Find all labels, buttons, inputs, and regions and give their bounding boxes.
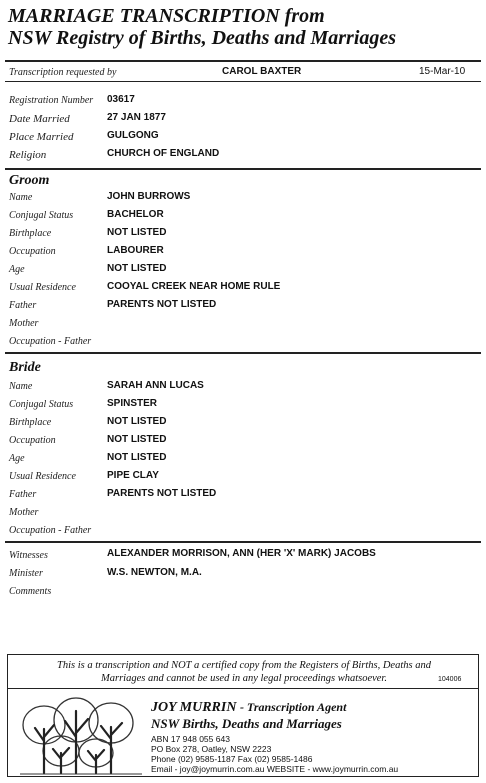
field-label: Father <box>9 300 37 311</box>
field-value: BACHELOR <box>107 209 164 220</box>
field-value: JOHN BURROWS <box>107 191 191 202</box>
field-value: SARAH ANN LUCAS <box>107 380 204 391</box>
field-value: ALEXANDER MORRISON, ANN (HER 'X' MARK) JACOBS <box>107 548 376 559</box>
request-date: 15-Mar-10 <box>419 66 466 77</box>
document-code: 104006 <box>438 676 462 683</box>
field-value: NOT LISTED <box>107 263 167 274</box>
field-value: PIPE CLAY <box>107 470 159 481</box>
agent-title <box>151 700 346 716</box>
field-label: Mother <box>9 507 39 518</box>
field-label: Conjugal Status <box>9 210 74 221</box>
field-label: Occupation - Father <box>9 336 92 347</box>
field-label: Occupation <box>9 246 56 257</box>
field-label: Registration Number <box>9 95 94 106</box>
field-label: Name <box>9 192 33 203</box>
disclaimer-line-1: This is a transcription and NOT a certified copy from the Registers of Births, Deaths and <box>57 660 431 671</box>
field-value: W.S. NEWTON, M.A. <box>107 567 202 578</box>
section-heading: Bride <box>9 360 41 375</box>
field-value: NOT LISTED <box>107 452 167 463</box>
field-value: COOYAL CREEK NEAR HOME RULE <box>107 281 281 292</box>
field-label: Age <box>9 453 25 464</box>
field-label: Comments <box>9 586 52 597</box>
field-label: Religion <box>9 149 47 161</box>
divider <box>8 688 478 689</box>
email-website: Email - joy@joymurrin.com.au WEBSITE - www.joymurrin.com.au <box>151 764 399 774</box>
divider <box>5 168 481 170</box>
document-title <box>8 5 396 49</box>
divider <box>5 81 481 82</box>
field-value: PARENTS NOT LISTED <box>107 299 217 310</box>
footer-box <box>7 654 479 777</box>
title-line-1: MARRIAGE TRANSCRIPTION from <box>8 5 325 27</box>
field-label: Usual Residence <box>9 282 76 293</box>
agent-role: - Transcription Agent <box>239 700 347 714</box>
section-heading: Groom <box>9 173 50 188</box>
title-line-2: NSW Registry of Births, Deaths and Marriages <box>8 27 397 49</box>
requested-by: CAROL BAXTER <box>222 66 302 77</box>
field-label: Birthplace <box>9 417 52 428</box>
field-label: Mother <box>9 318 39 329</box>
field-label: Occupation - Father <box>9 525 92 536</box>
disclaimer-line-2: Marriages and cannot be used in any legal proceedings whatsoever. <box>101 673 387 684</box>
field-label: Usual Residence <box>9 471 76 482</box>
agent-subtitle: NSW Births, Deaths and Marriages <box>151 716 342 731</box>
field-label: Age <box>9 264 25 275</box>
field-label: Place Married <box>9 131 74 143</box>
field-value: SPINSTER <box>107 398 158 409</box>
field-label: Date Married <box>9 113 70 125</box>
field-value: NOT LISTED <box>107 416 167 427</box>
divider <box>5 541 481 543</box>
field-value: NOT LISTED <box>107 434 167 445</box>
field-value: 27 JAN 1877 <box>107 112 166 123</box>
trees-logo-icon <box>16 693 146 775</box>
field-label: Minister <box>9 568 43 579</box>
field-value: 03617 <box>107 94 135 105</box>
disclaimer <box>8 659 480 685</box>
field-label: Witnesses <box>9 550 48 561</box>
field-value: PARENTS NOT LISTED <box>107 488 217 499</box>
field-value: GULGONG <box>107 130 159 141</box>
field-value: CHURCH OF ENGLAND <box>107 148 220 159</box>
abn: ABN 17 948 055 643 <box>151 734 230 744</box>
agent-name: JOY MURRIN <box>151 700 237 715</box>
field-label: Birthplace <box>9 228 52 239</box>
divider <box>5 60 481 62</box>
field-value: LABOURER <box>107 245 164 256</box>
field-label: Occupation <box>9 435 56 446</box>
address: PO Box 278, Oatley, NSW 2223 <box>151 744 272 754</box>
divider <box>5 352 481 354</box>
requested-label: Transcription requested by <box>9 67 117 78</box>
phone-fax: Phone (02) 9585-1187 Fax (02) 9585-1486 <box>151 754 313 764</box>
field-label: Father <box>9 489 37 500</box>
field-label: Conjugal Status <box>9 399 74 410</box>
field-value: NOT LISTED <box>107 227 167 238</box>
field-label: Name <box>9 381 33 392</box>
